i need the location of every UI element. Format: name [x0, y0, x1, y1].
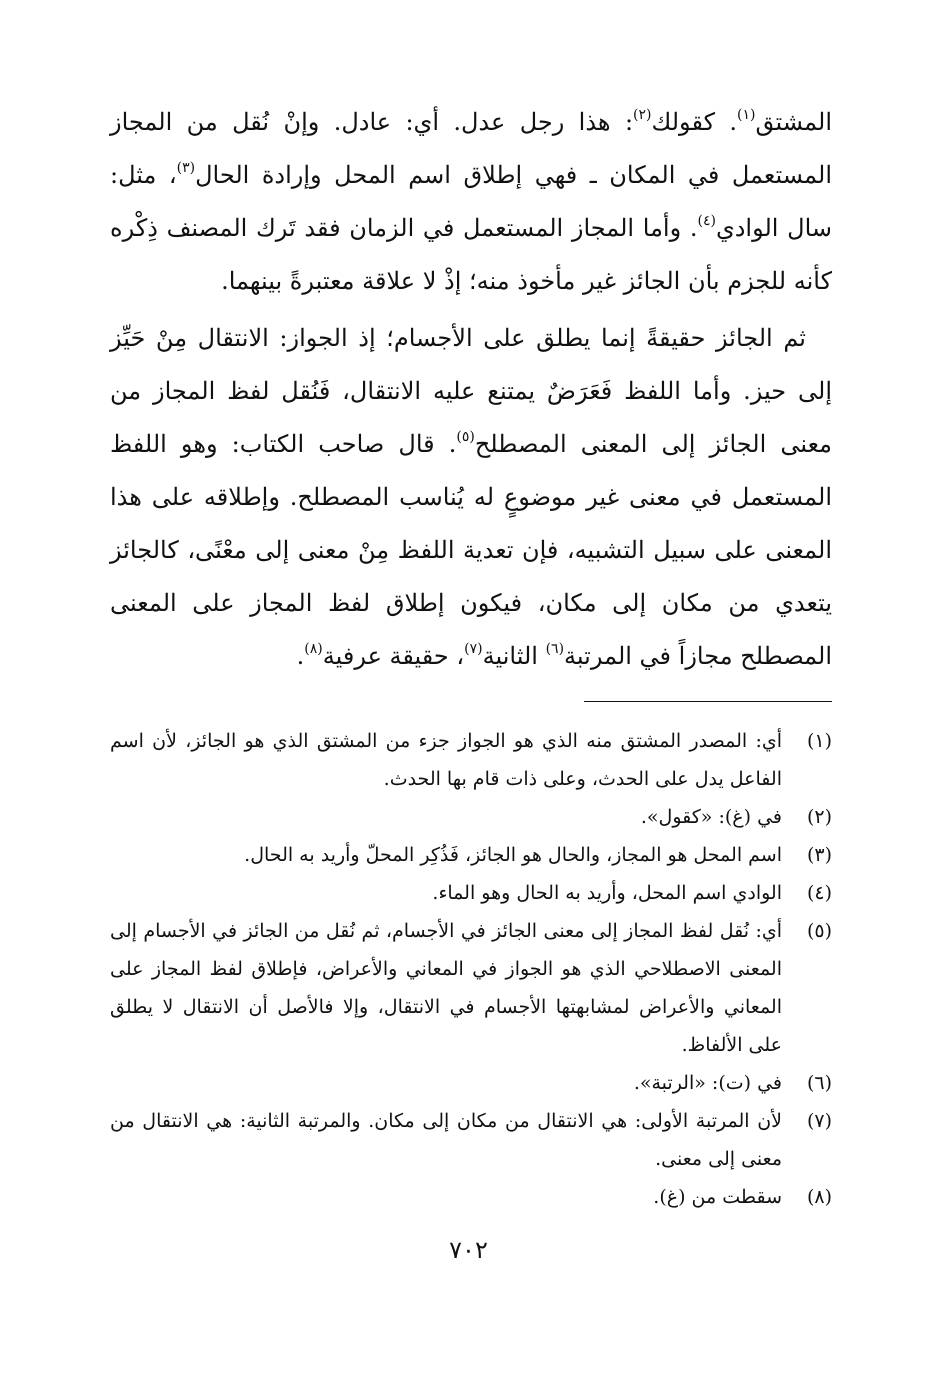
text-segment: ، حقيقة عرفية — [322, 642, 465, 670]
footnote-reference: (٨) — [304, 641, 323, 657]
text-segment: . — [296, 642, 305, 670]
footnote-reference: (٤) — [697, 213, 716, 229]
footnote-text: الوادي اسم المحل، وأريد به الحال وهو الماء. — [432, 882, 782, 904]
main-text — [110, 96, 832, 683]
footnote — [110, 874, 832, 912]
footnote-text: أي: المصدر المشتق منه الذي هو الجواز جزء من المشتق الذي هو الجائز، لأن اسم الفاعل يدل على الحدث، وعلى ذات قام بها الحدث. — [110, 730, 782, 790]
page-content — [110, 96, 832, 1216]
footnote-text: في (ت): «الرتبة». — [633, 1072, 782, 1094]
text-segment: . وأما المجاز المستعمل في الزمان فقد تَرك المصنف ذِكْره كأنه للجزم بأن الجائز غير مأخوذ منه؛ إذْ لا علاقة معتبرةً بينهما. — [110, 214, 832, 295]
footnote-reference: (٧) — [464, 641, 483, 657]
footnote-number: (٨) — [806, 1186, 832, 1208]
text-segment: : هذا رجل عدل. أي: عادل. وإنْ نُقل من المجاز المستعمل في المكان ـ فهي إطلاق اسم المحل وإرادة الحال — [110, 108, 833, 189]
footnote-reference: (٦) — [545, 641, 565, 657]
footnote-number: (٣) — [806, 844, 832, 866]
footnote-number: (٦) — [806, 1072, 832, 1094]
footnote-number: (٧) — [806, 1110, 832, 1132]
footnote — [110, 798, 832, 836]
footnote-text: اسم المحل هو المجاز، والحال هو الجائز، فَذُكِر المحلّ وأريد به الحال. — [244, 844, 782, 866]
text-segment: . كقولك — [651, 108, 737, 136]
footnote-number: (٤) — [806, 882, 832, 904]
footnote — [110, 1064, 832, 1102]
footnote — [110, 836, 832, 874]
footnote-number: (٥) — [806, 920, 832, 942]
text-segment: الثانية — [482, 642, 546, 670]
page-number: ٧٠٢ — [449, 1236, 488, 1264]
footnote-text: سقطت من (غ). — [653, 1186, 782, 1208]
paragraph-2 — [110, 312, 832, 683]
footnote — [110, 912, 832, 1064]
footnote-number: (٢) — [806, 806, 832, 828]
footnote — [110, 1102, 832, 1178]
footnote-separator — [584, 701, 832, 702]
footnote-reference: (١) — [737, 107, 756, 123]
footnote-text: في (غ): «كقول». — [640, 806, 782, 828]
text-segment: ، مثل: سال الوادي — [110, 161, 832, 242]
footnote — [110, 722, 832, 798]
footnote-number: (١) — [806, 730, 832, 752]
footnote-text: أي: نُقل لفظ المجاز إلى معنى الجائز في الأجسام، ثم نُقل من الجائز في الأجسام إلى المعنى الاصطلاحي الذي هو الجواز في المعاني والأعراض، فإطلاق لفظ المجاز على المعاني والأعراض لمشابهتها الأجسام في الانتقال، وإلا فالأصل أن الانتقال لا يطلق على الألفاظ. — [110, 920, 782, 1056]
paragraph-1 — [110, 96, 832, 308]
footnote-reference: (٣) — [176, 160, 196, 176]
footnote-reference: (٢) — [633, 107, 652, 123]
footnote — [110, 1178, 832, 1216]
footnote-reference: (٥) — [456, 429, 475, 445]
footnote-text: لأن المرتبة الأولى: هي الانتقال من مكان إلى مكان. والمرتبة الثانية: هي الانتقال من معنى إلى معنى. — [110, 1110, 782, 1170]
text-segment: المشتق — [755, 108, 832, 136]
text-segment: . قال صاحب الكتاب: وهو اللفظ المستعمل في معنى غير موضوعٍ له يُناسب المصطلح. وإطلاقه على هذا المعنى على سبيل التشبيه، فإن تعدية اللفظ مِنْ معنى إلى معْنًى، كالجائز يتعدي من مكان إلى مكان، فيكون إطلاق لفظ المجاز على المعنى المصطلح مجازاً في المرتبة — [110, 430, 832, 670]
footnotes — [110, 722, 832, 1216]
text-segment: ثم الجائز حقيقةً إنما يطلق على الأجسام؛ إذ الجواز: الانتقال مِنْ حَيِّز إلى حيز. وأما اللفظ فَعَرَضٌ يمتنع عليه الانتقال، فَنُقل لفظ المجاز من معنى الجائز إلى المعنى المصطلح — [110, 324, 832, 458]
